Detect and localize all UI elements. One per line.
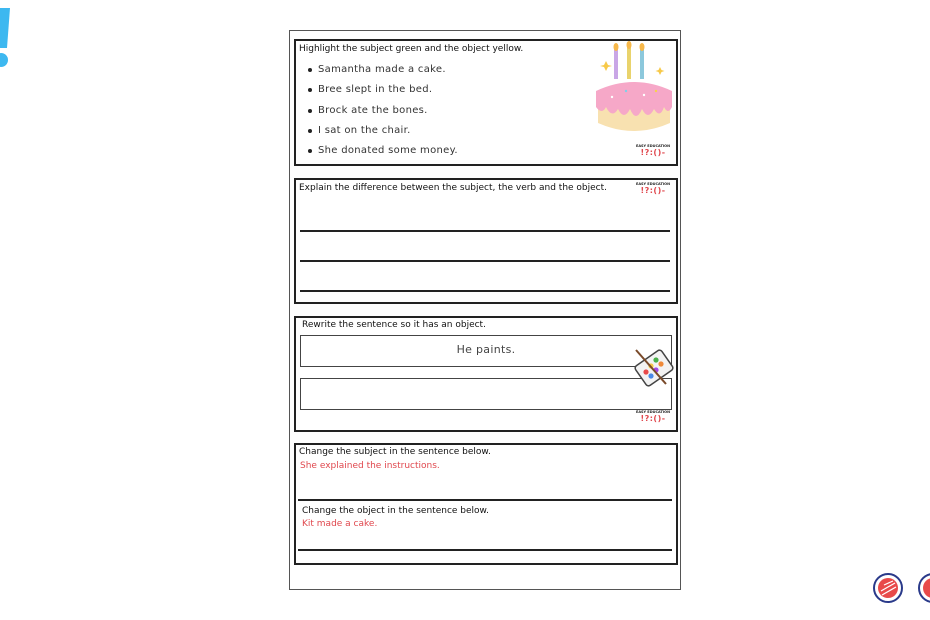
task-explain-instruction: Explain the difference between the subject, the verb and the object. [299,183,608,193]
writing-line[interactable] [298,499,672,501]
task-highlight-instruction: Highlight the subject green and the object yellow. [299,44,524,54]
original-sentence: He paints. [456,343,516,356]
easy-education-logo: EASY EDUCATION !?:()- [635,144,671,157]
change-object-instruction: Change the object in the sentence below. [302,506,489,516]
writing-line[interactable] [298,549,672,551]
task-rewrite-instruction: Rewrite the sentence so it has an object. [302,320,486,330]
writing-line[interactable] [300,260,670,262]
task-explain-box [294,178,678,304]
sentence-list [304,63,458,164]
list-item[interactable]: She donated some money. [304,144,458,164]
paint-palette-icon [632,346,676,390]
change-subject-instruction: Change the subject in the sentence below. [299,447,491,457]
writing-line[interactable] [300,230,670,232]
easy-education-logo: EASY EDUCATION !?:()- [635,410,671,423]
change-subject-sentence: She explained the instructions. [300,461,440,471]
brand-logo-icon [873,573,903,603]
change-object-sentence: Kit made a cake. [302,519,378,529]
original-sentence-box [300,335,672,367]
brand-logo-icon [918,573,930,603]
exclamation-decoration-icon [0,8,10,68]
birthday-cake-icon [592,41,676,133]
rewrite-answer-box[interactable] [300,378,672,410]
list-item[interactable]: Samantha made a cake. [304,63,458,83]
task-rewrite-box [294,316,678,432]
task-change-box [294,443,678,565]
list-item[interactable]: Bree slept in the bed. [304,83,458,103]
writing-line[interactable] [300,290,670,292]
worksheet-page [289,30,681,590]
list-item[interactable]: Brock ate the bones. [304,104,458,124]
list-item[interactable]: I sat on the chair. [304,124,458,144]
task-highlight-box [294,39,678,166]
easy-education-logo: EASY EDUCATION !?:()- [635,182,671,195]
